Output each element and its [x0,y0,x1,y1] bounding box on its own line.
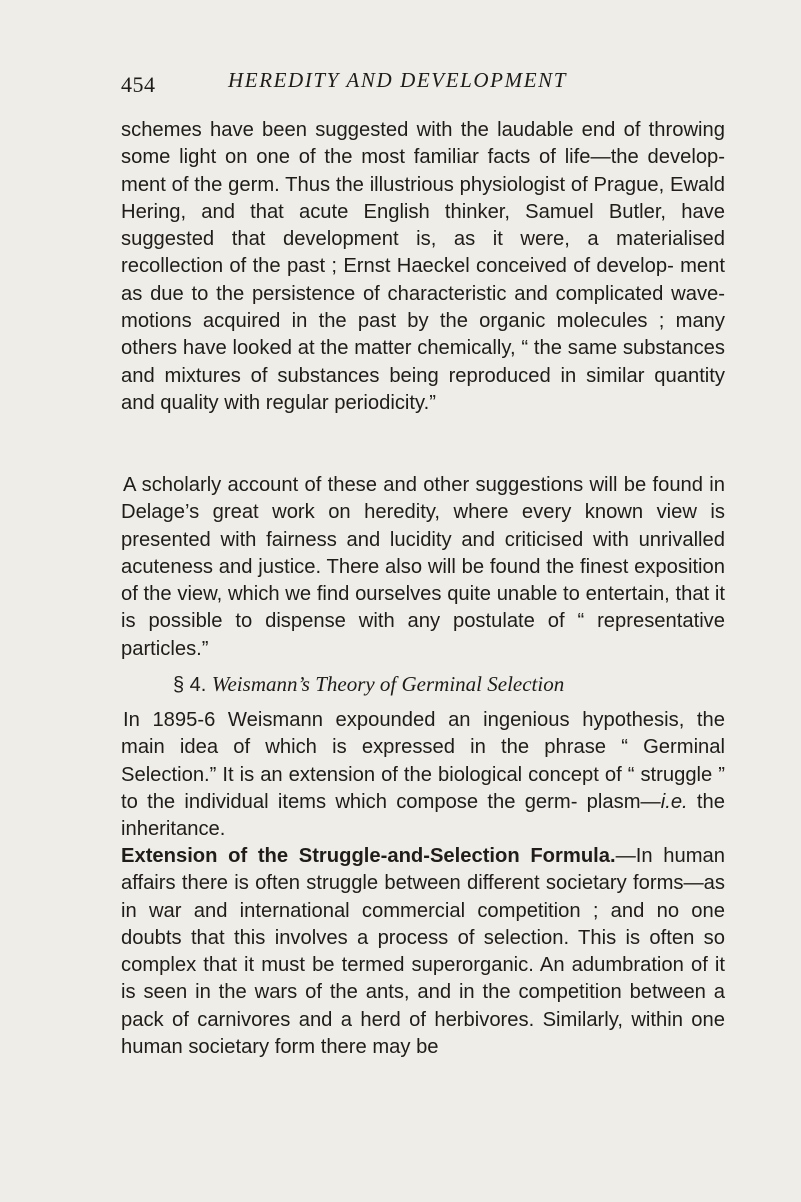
paragraph-struggle-selection-text: —In human affairs there is often struggle between different societary forms—as in war and international commercial competition ; and no one doubts that this involves a process of selection. This is often so complex that it must be termed superorganic. An adumbration of it is seen in the wars of the ants, and in the competition between a pack of carnivores and a herd of herbivores. Similarly, within one human societary form there may be [121,845,726,1059]
paragraph-germinal-selection-end: the inheritance. [121,790,725,841]
page-number: 454 [121,72,156,97]
section-number: § 4. [173,674,207,696]
paragraph-schemes: schemes have been suggested with the laudable end of throwing some light on one of the most familiar facts of life—the develop- ment of the germ. Thus the illustrious physiologist of Prague, Ewald Hering, and that acute English thinker, Samuel Butler, have suggested that development is, as it were, a materialised recollection of the past ; Ernst Haeckel conceived of develop- ment as due to the persistence of characteristic and complicated wave-motions acquired in the past by the organic molecules ; many others have looked at the matter chemically, “ the same substances and mixtures of substances being reproduced in similar quantity and quality with regular periodicity.” [121,119,725,414]
page-header [121,64,681,100]
running-title: HEREDITY AND DEVELOPMENT [228,68,568,92]
paragraph-delage: A scholarly account of these and other suggestions will be found in Delage’s great work on heredity, where every known view is presented with fairness and lucidity and criticised with unrivalled acuteness and justice. There also will be found the finest exposition of the view, which we find ourselves quite unable to entertain, that it is possible to dispense with any postulate of “ representative particles.” [121,474,725,660]
paragraph-struggle-selection [121,843,725,1061]
section-title: Weismann’s Theory of Germinal Selection [211,672,565,696]
paragraph-germinal-selection-text: In 1895-6 Weismann expounded an ingenious hypothesis, the main idea of which is expressed in the phrase “ Germinal Selection.” It is an extension of the biological concept of “ struggle ” to the individual items which compose the germ- plasm— [121,709,725,813]
run-in-heading: Extension of the Struggle-and-Selection Formula. [121,845,616,867]
ie-abbreviation: i.e. [660,790,688,813]
paragraph-germinal-selection [121,707,725,843]
section-heading [173,672,564,697]
